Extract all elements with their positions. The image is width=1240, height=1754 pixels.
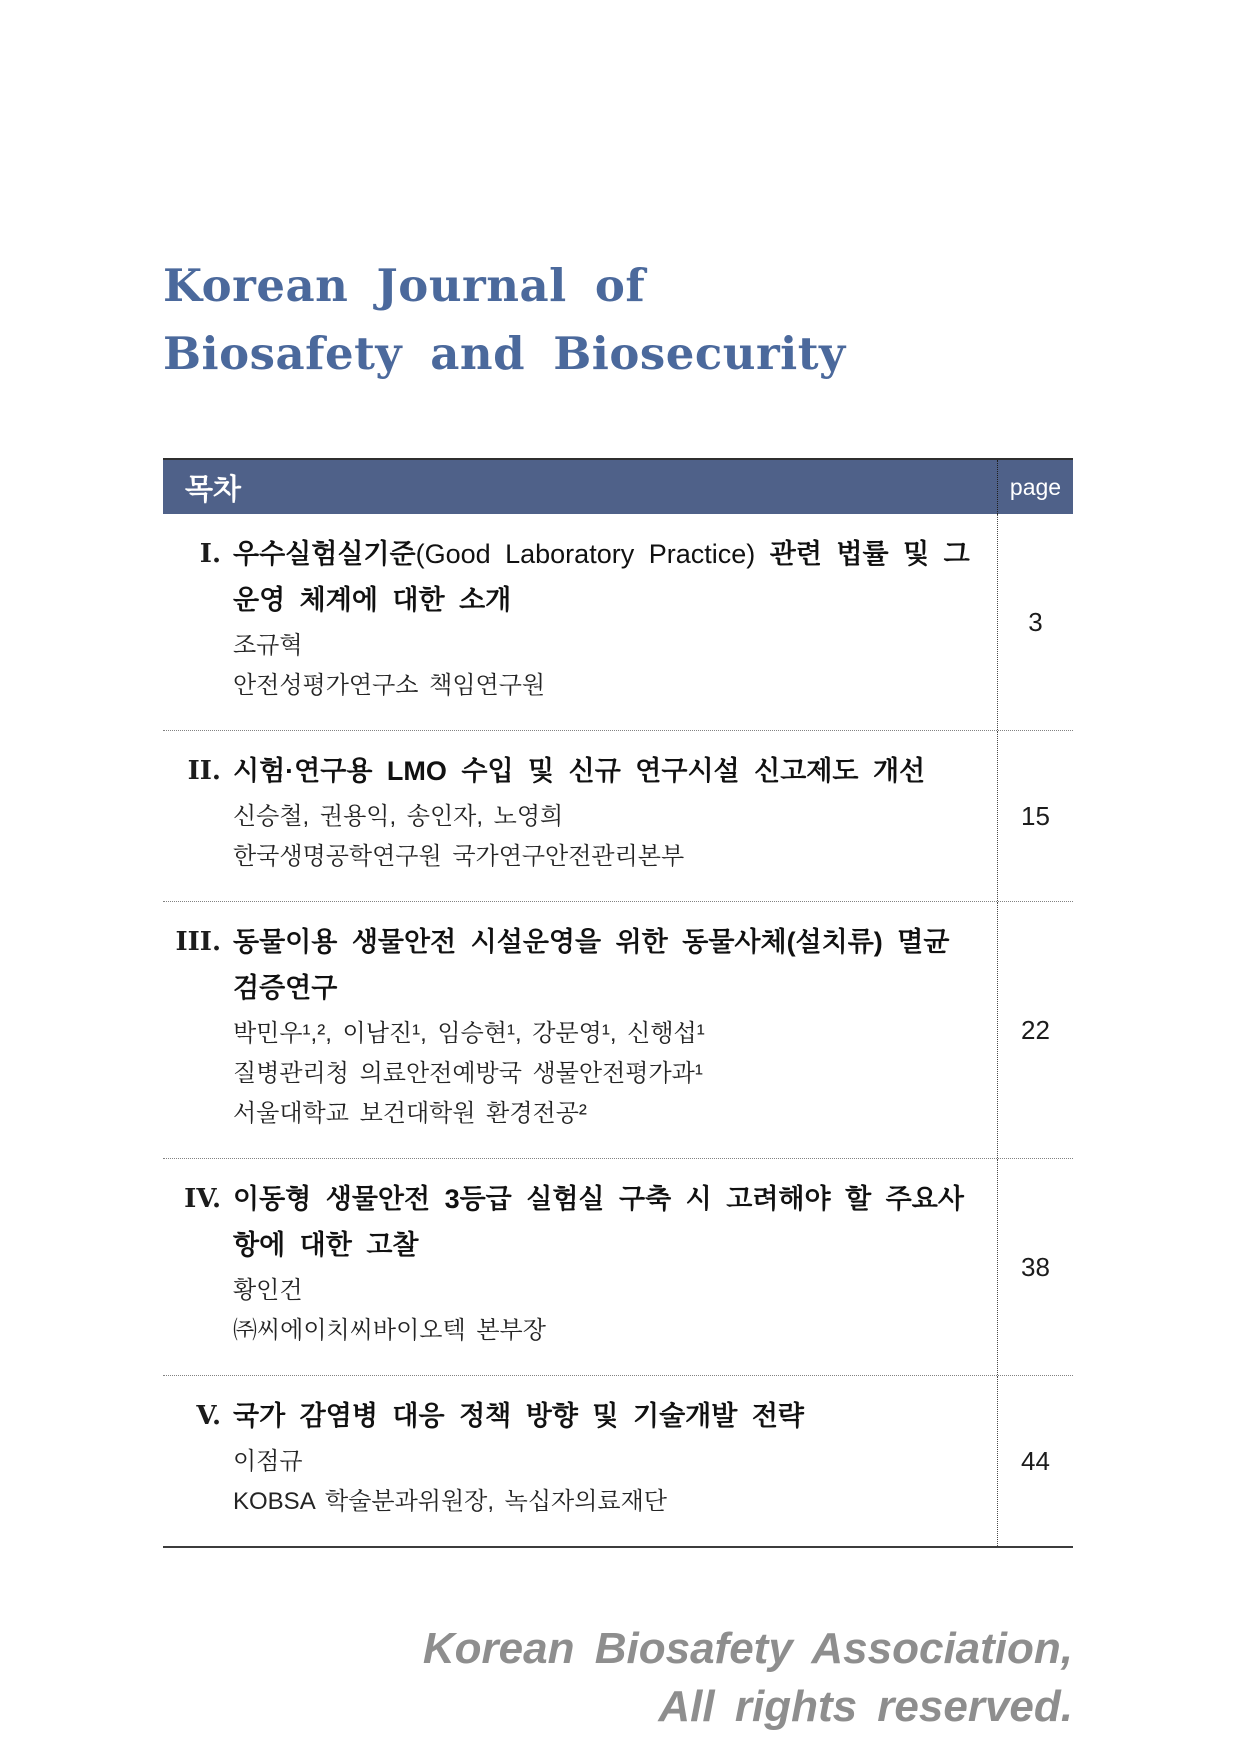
entry-title — [233, 531, 989, 623]
entry-body — [233, 531, 989, 706]
toc-header-bar — [163, 458, 1073, 514]
toc-entry-4 — [163, 1158, 1073, 1375]
entry-authors: 신승철, 권용익, 송인자, 노영희 — [233, 803, 564, 830]
toc-entry-2 — [163, 730, 1073, 901]
journal-title-line-1: Korean Journal of — [163, 259, 646, 312]
entry-number: II. — [187, 756, 221, 786]
entry-content — [163, 1159, 997, 1375]
toc-entry-3 — [163, 901, 1073, 1158]
entry-authors: 박민우¹,², 이남진¹, 임승현¹, 강문영¹, 신행섭¹ — [233, 1020, 705, 1047]
entry-affiliation: 한국생명공학연구원 국가연구안전관리본부 — [233, 843, 685, 870]
entry-body — [233, 1176, 989, 1351]
entry-number: V. — [196, 1401, 221, 1431]
entry-page-number: 15 — [997, 731, 1073, 901]
entry-page-number: 3 — [997, 514, 1073, 730]
toc-entry-1 — [163, 514, 1073, 730]
toc-entry-5 — [163, 1375, 1073, 1546]
entry-affiliation: KOBSA 학술분과위원장, 녹십자의료재단 — [233, 1488, 667, 1515]
entry-number: I. — [199, 539, 221, 569]
entry-title-segment: 우수실험실기준 — [233, 539, 416, 569]
table-of-contents — [163, 458, 1073, 1548]
journal-title — [163, 252, 1073, 388]
toc-body — [163, 514, 1073, 1548]
entry-affiliation: ㈜씨에이치씨바이오텍 본부장 — [233, 1317, 546, 1344]
copyright-notice — [163, 1620, 1073, 1736]
entry-title — [233, 748, 989, 794]
entry-authors: 조규혁 — [233, 632, 303, 659]
entry-title-segment: 관련 법률 및 그 운영 체계에 대한 소개 — [233, 539, 970, 615]
entry-title — [233, 1393, 989, 1439]
entry-content — [163, 902, 997, 1158]
journal-title-line-2: Biosafety and Biosecurity — [163, 327, 846, 380]
entry-title-segment: 시험·연구용 LMO 수입 및 신규 연구시설 신고제도 개선 — [233, 756, 926, 786]
entry-title-segment: 동물이용 생물안전 시설운영을 위한 동물사체(설치류) 멸균 검증연구 — [233, 927, 950, 1003]
entry-authors: 황인건 — [233, 1277, 303, 1304]
entry-affiliation: 안전성평가연구소 책임연구원 — [233, 672, 546, 699]
toc-header-title: 목차 — [185, 473, 242, 506]
entry-title-segment: 국가 감염병 대응 정책 방향 및 기술개발 전략 — [233, 1401, 804, 1431]
entry-body — [233, 919, 989, 1134]
entry-content — [163, 1376, 997, 1546]
copyright-line-1: Korean Biosafety Association, — [422, 1624, 1073, 1673]
entry-title — [233, 1176, 989, 1268]
entry-body — [233, 748, 989, 877]
page-column-header: page — [997, 460, 1073, 514]
entry-content — [163, 731, 997, 901]
entry-authors: 이점규 — [233, 1448, 303, 1475]
entry-number: III. — [175, 927, 221, 957]
entry-title-segment: 이동형 생물안전 3등급 실험실 구축 시 고려해야 할 주요사항에 대한 고찰 — [233, 1184, 964, 1260]
entry-title-latin-segment: (Good Laboratory Practice) — [415, 539, 756, 569]
copyright-line-2: All rights reserved. — [658, 1682, 1073, 1731]
entry-title — [233, 919, 989, 1011]
entry-body — [233, 1393, 989, 1522]
entry-page-number: 44 — [997, 1376, 1073, 1546]
entry-page-number: 38 — [997, 1159, 1073, 1375]
entry-number: IV. — [184, 1184, 221, 1214]
entry-content — [163, 514, 997, 730]
entry-affiliation: 서울대학교 보건대학원 환경전공² — [233, 1100, 587, 1127]
entry-page-number: 22 — [997, 902, 1073, 1158]
document-page — [163, 0, 1073, 1736]
entry-affiliation: 질병관리청 의료안전예방국 생물안전평가과¹ — [233, 1060, 703, 1087]
